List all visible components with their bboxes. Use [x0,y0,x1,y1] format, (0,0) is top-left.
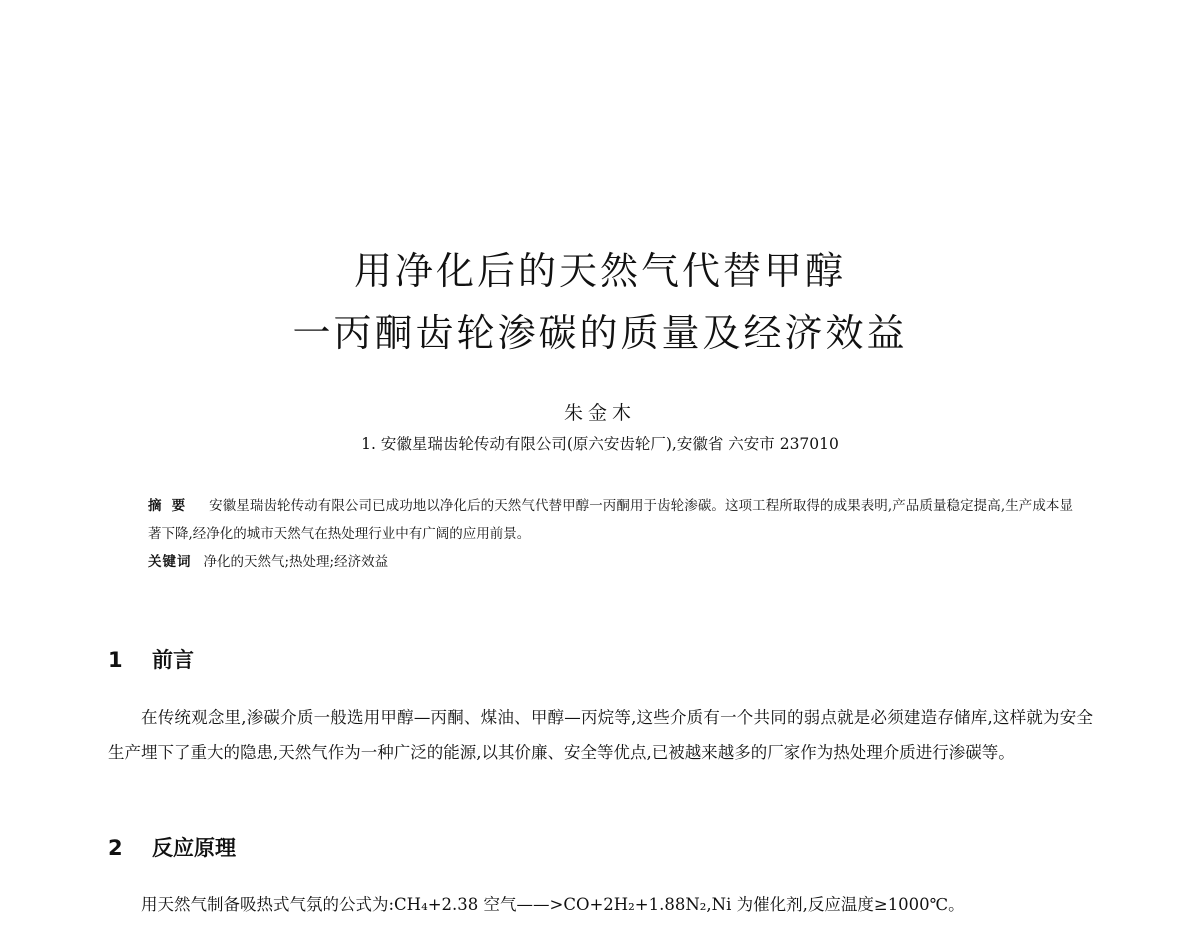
author-affiliation: 1. 安徽星瑞齿轮传动有限公司(原六安齿轮厂),安徽省 六安市 237010 [361,435,839,453]
abstract-label: 摘要 [148,498,196,514]
author-name: 朱金木 [563,402,636,424]
section-heading-reaction-principle [108,832,236,862]
section-title: 反应原理 [152,836,236,860]
abstract-text: 安徽星瑞齿轮传动有限公司已成功地以净化后的天然气代替甲醇一丙酮用于齿轮渗碳。这项工程所取得的成果表明,产品质量稳定提高,生产成本显著下降,经净化的城市天然气在热处理行业中有广阔的应用前景。 [148,498,1073,542]
section-body-introduction: 在传统观念里,渗碳介质一般选用甲醇—丙酮、煤油、甲醇—丙烷等,这些介质有一个共同的弱点就是必须建造存储库,这样就为安全生产埋下了重大的隐患,天然气作为一种广泛的能源,以其价廉、安全等优点,已被越来越多的厂家作为热处理介质进行渗碳等。 [108,708,1093,762]
section-heading-introduction [108,644,194,674]
section-number: 2 [108,836,123,860]
section-title: 前言 [152,648,194,672]
section-body-reaction-principle: 用天然气制备吸热式气氛的公式为:CH₄+2.38 空气——>CO+2H₂+1.88N₂,Ni 为催化剂,反应温度≥1000℃。 [141,895,965,914]
keywords-text: 净化的天然气;热处理;经济效益 [203,554,389,570]
paper-title-line-1: 用净化后的天然气代替甲醇 [353,249,846,293]
keywords [148,548,1073,576]
keywords-label: 关键词 [148,554,192,570]
abstract [148,492,1073,548]
section-number: 1 [108,648,123,672]
paper-title-line-2: 一丙酮齿轮渗碳的质量及经济效益 [292,311,908,355]
